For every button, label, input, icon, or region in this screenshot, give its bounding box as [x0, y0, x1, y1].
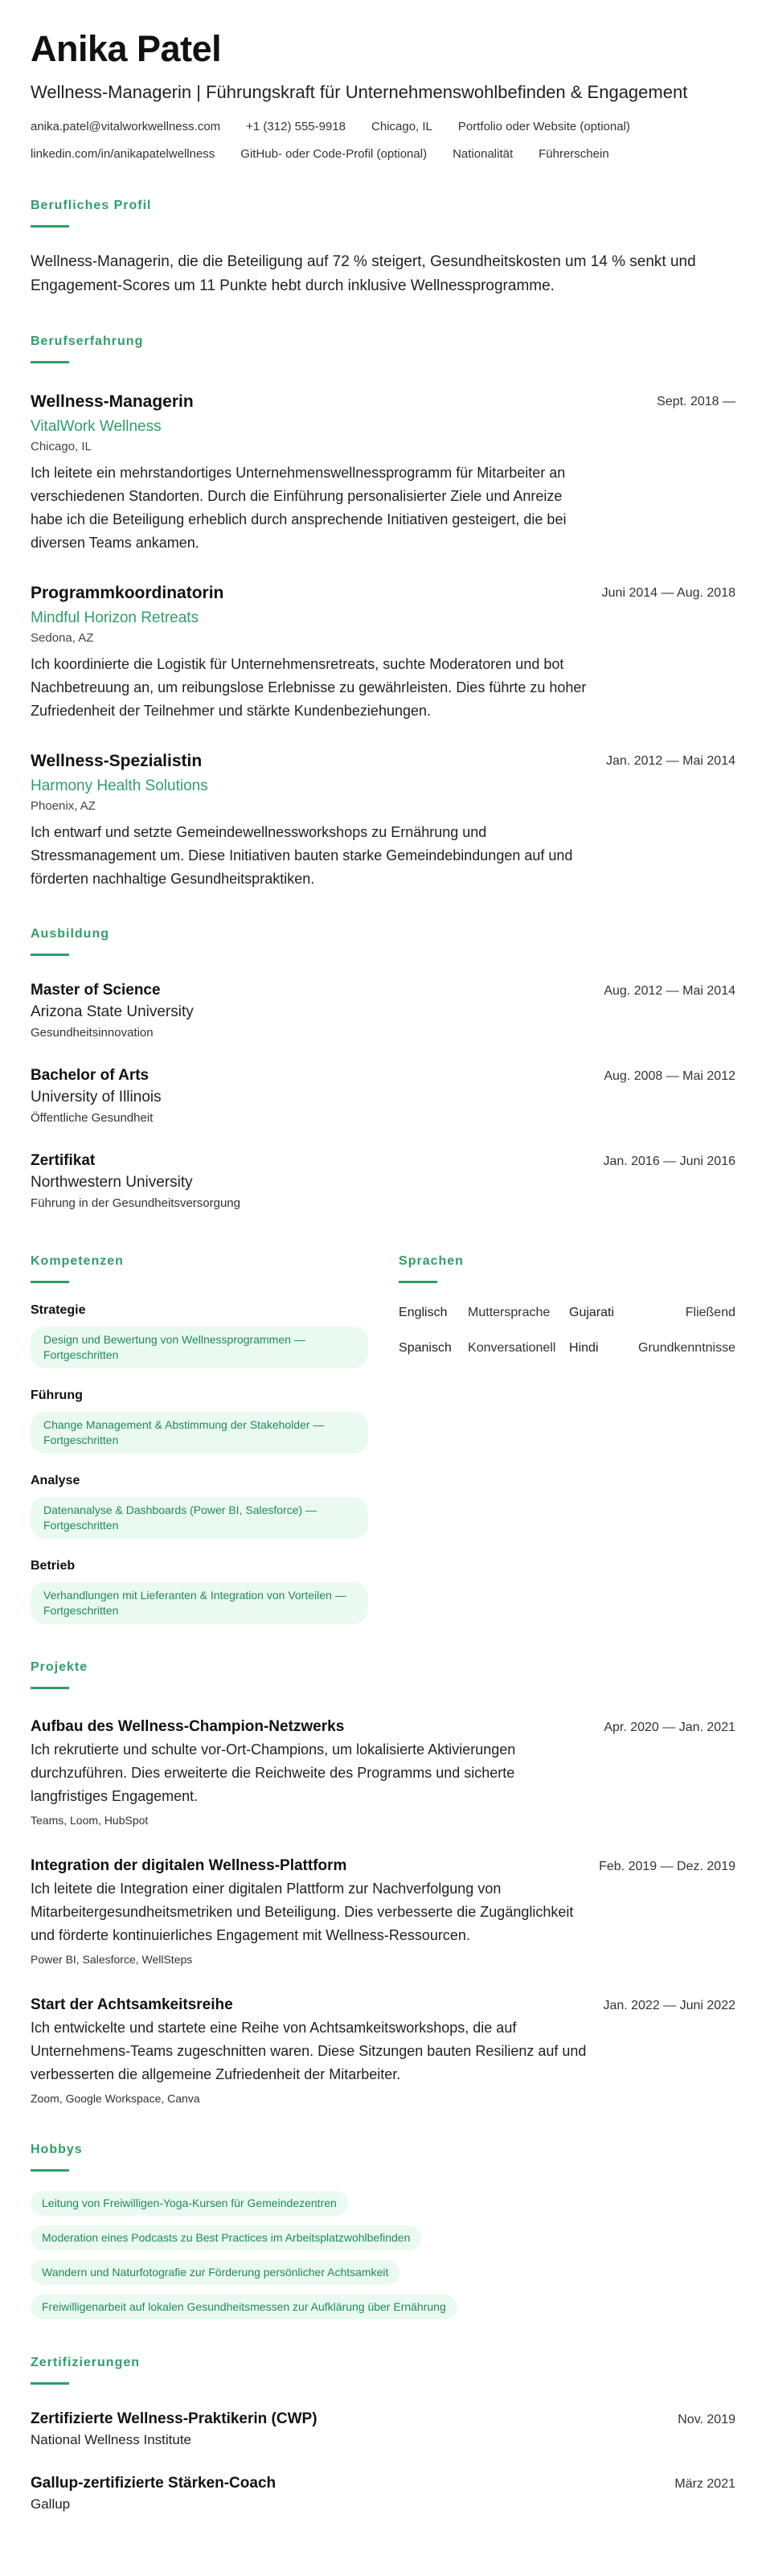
language-name: Gujarati [569, 1306, 615, 1319]
language-name: Englisch [399, 1306, 448, 1319]
field-of-study: Öffentliche Gesundheit [31, 1111, 154, 1125]
section-divider [31, 1687, 69, 1689]
hobby-chip: Leitung von Freiwilligen-Yoga-Kursen für Gemeindezentren [31, 2191, 348, 2216]
section-divider [31, 1281, 69, 1283]
section-title: Projekte [31, 1660, 88, 1674]
profile-section [31, 198, 735, 298]
section-title: Sprachen [399, 1254, 464, 1268]
certification-issuer: National Wellness Institute [31, 2432, 192, 2447]
job-date: Jan. 2012 — Mai 2014 [606, 754, 735, 768]
section-title: Kompetenzen [31, 1254, 124, 1268]
hobby-chip: Freiwilligenarbeit auf lokalen Gesundheitsmessen zur Aufklärung über Ernährung [31, 2295, 457, 2320]
contact-github[interactable]: GitHub- oder Code-Profil (optional) [240, 147, 428, 161]
job-location: Sedona, AZ [31, 631, 94, 645]
job-title: Wellness-Managerin [31, 392, 194, 411]
skill-group-label: Betrieb [31, 1559, 76, 1573]
school-name: University of Illinois [31, 1089, 162, 1105]
language-level: Muttersprache [468, 1306, 551, 1319]
project-description: Ich rekrutierte und schulte vor-Ort-Champions, um lokalisierte Aktivierungen durchzuführen. Dies erweiterte die Reichweite des Programms und sicherte langfristiges Engagement. [31, 1741, 516, 1804]
job-title: Programmkoordinatorin [31, 584, 224, 602]
candidate-headline: Wellness-Managerin | Führungskraft für Unternehmenswohlbefinden & Engagement [31, 82, 688, 102]
skill-group [31, 1388, 384, 1454]
section-title: Hobbys [31, 2143, 83, 2156]
hobby-chip: Moderation eines Podcasts zu Best Practices im Arbeitsplatzwohlbefinden [31, 2225, 421, 2250]
project-title: Aufbau des Wellness-Champion-Netzwerks [31, 1718, 345, 1735]
project-title: Integration der digitalen Wellness-Plattform [31, 1857, 347, 1874]
hobbies-section [31, 2142, 735, 2320]
language-level: Grundkenntnisse [638, 1341, 735, 1355]
company-name: Harmony Health Solutions [31, 777, 208, 794]
job-location: Phoenix, AZ [31, 799, 96, 813]
hobby-list [31, 2191, 735, 2320]
job-description: Ich entwarf und setzte Gemeindewellnessworkshops zu Ernährung und Stressmanagement um. Diese Initiativen bauten starke Gemeindebindungen auf und förderten nachhaltige Gesundheitspraktiken. [31, 824, 573, 887]
experience-entry [31, 391, 735, 555]
job-description: Ich leitete ein mehrstandortiges Unternehmenswellnessprogramm für Mitarbeiter an verschiedenen Standorten. Durch die Einführung personalisierter Ziele und Anreize habe ich die Beteiligung erheblich durch ansprechende Initiativen gesteigert, die bei diversen Teams ankamen. [31, 465, 567, 551]
job-description: Ich koordinierte die Logistik für Unternehmensretreats, suchte Moderatoren und bot Nachbetreuung an, um reibungslose Erlebnisse zu gewährleisten. Dies führte zu hoher Zufriedenheit der Teilnehmer und stärkte Kundenbeziehungen. [31, 656, 587, 719]
section-divider [31, 361, 69, 363]
section-title: Zertifizierungen [31, 2356, 141, 2369]
skill-chip: Change Management & Abstimmung der Stakeholder — Fortgeschritten [31, 1412, 368, 1454]
certification-entry [31, 2473, 735, 2513]
skill-chip: Verhandlungen mit Lieferanten & Integration von Vorteilen — Fortgeschritten [31, 1582, 368, 1624]
degree-title: Master of Science [31, 982, 161, 999]
project-entry [31, 1856, 735, 1967]
project-tools: Teams, Loom, HubSpot [31, 1814, 149, 1827]
company-name: VitalWork Wellness [31, 418, 162, 435]
skills-section [31, 1253, 384, 1624]
project-description: Ich leitete die Integration einer digitalen Plattform zur Nachverfolgung von Mitarbeitergesundheitsmetriken und Beteiligung. Dies verbesserte die Zugänglichkeit und förderte kontinuierliches Engagement mit Wellness-Ressourcen. [31, 1881, 574, 1943]
project-description: Ich entwickelte und startete eine Reihe von Achtsamkeitsworkshops, die auf Unternehmens-Teams zugeschnitten waren. Diese Sitzungen bauten Resilienz auf und verbesserten die allgemeine Zufriedenheit der Mitarbeiter. [31, 2020, 587, 2082]
contact-list [31, 119, 730, 162]
school-name: Arizona State University [31, 1003, 194, 1020]
school-name: Northwestern University [31, 1174, 193, 1191]
section-divider [31, 225, 69, 228]
job-date: Sept. 2018 — [657, 395, 735, 408]
resume-header [31, 27, 735, 162]
skills-languages-row [31, 1253, 735, 1624]
project-entry [31, 1717, 735, 1828]
degree-title: Bachelor of Arts [31, 1067, 150, 1084]
education-date: Aug. 2008 — Mai 2012 [604, 1069, 735, 1083]
skill-group [31, 1473, 384, 1539]
certifications-section [31, 2355, 735, 2513]
contact-location: Chicago, IL [371, 120, 432, 133]
section-divider [31, 954, 69, 956]
skill-group [31, 1558, 384, 1624]
certification-title: Gallup-zertifizierte Stärken-Coach [31, 2475, 276, 2492]
education-entry [31, 1151, 735, 1212]
job-date: Juni 2014 — Aug. 2018 [601, 586, 735, 600]
contact-email[interactable]: anika.patel@vitalworkwellness.com [31, 120, 221, 133]
field-of-study: Gesundheitsinnovation [31, 1026, 154, 1040]
education-entry [31, 980, 735, 1041]
language-name: Spanisch [399, 1341, 452, 1355]
degree-title: Zertifikat [31, 1152, 96, 1169]
profile-summary: Wellness-Managerin, die die Beteiligung auf 72 % steigert, Gesundheitskosten um 14 % senkt und Engagement-Scores um 11 Punkte hebt durch inklusive Wellnessprogramme. [31, 253, 696, 294]
project-date: Jan. 2022 — Juni 2022 [603, 1999, 735, 2012]
company-name: Mindful Horizon Retreats [31, 609, 199, 626]
certification-date: März 2021 [674, 2477, 735, 2491]
skill-group [31, 1302, 384, 1368]
section-title: Berufliches Profil [31, 199, 152, 212]
education-date: Jan. 2016 — Juni 2016 [603, 1155, 735, 1168]
skill-chip: Design und Bewertung von Wellnessprogrammen — Fortgeschritten [31, 1327, 368, 1368]
skill-group-label: Strategie [31, 1303, 86, 1317]
section-divider [31, 2382, 69, 2385]
project-entry [31, 1995, 735, 2106]
contact-portfolio[interactable]: Portfolio oder Website (optional) [457, 120, 630, 133]
field-of-study: Führung in der Gesundheitsversorgung [31, 1196, 240, 1210]
certification-issuer: Gallup [31, 2496, 71, 2512]
projects-section [31, 1659, 735, 2106]
section-title: Ausbildung [31, 927, 109, 941]
skill-chip: Datenanalyse & Dashboards (Power BI, Salesforce) — Fortgeschritten [31, 1497, 368, 1539]
candidate-name: Anika Patel [31, 28, 222, 69]
certification-title: Zertifizierte Wellness-Praktikerin (CWP) [31, 2410, 317, 2427]
contact-nationality: Nationalität [453, 147, 514, 161]
experience-entry [31, 582, 735, 723]
education-section [31, 926, 735, 1212]
hobby-chip: Wandern und Naturfotografie zur Förderung persönlicher Achtsamkeit [31, 2260, 399, 2285]
language-level: Fließend [685, 1306, 735, 1319]
certification-entry [31, 2409, 735, 2449]
project-tools: Zoom, Google Workspace, Canva [31, 2092, 200, 2105]
experience-entry [31, 750, 735, 891]
language-name: Hindi [569, 1341, 599, 1355]
contact-linkedin[interactable]: linkedin.com/in/anikapatelwellness [31, 147, 215, 161]
section-title: Berufserfahrung [31, 334, 144, 348]
contact-phone[interactable]: +1 (312) 555-9918 [246, 120, 346, 133]
languages-section [399, 1253, 735, 1624]
job-location: Chicago, IL [31, 440, 92, 453]
education-date: Aug. 2012 — Mai 2014 [604, 984, 735, 998]
project-date: Feb. 2019 — Dez. 2019 [599, 1860, 735, 1873]
skill-group-label: Analyse [31, 1474, 80, 1487]
education-entry [31, 1065, 735, 1126]
project-title: Start der Achtsamkeitsreihe [31, 1996, 233, 2013]
project-tools: Power BI, Salesforce, WellSteps [31, 1953, 193, 1966]
project-date: Apr. 2020 — Jan. 2021 [604, 1721, 735, 1734]
job-title: Wellness-Spezialistin [31, 752, 203, 770]
section-divider [31, 2169, 69, 2172]
language-list [399, 1306, 735, 1356]
skill-group-label: Führung [31, 1388, 83, 1402]
contact-license: Führerschein [539, 147, 609, 161]
section-divider [399, 1281, 437, 1283]
certification-date: Nov. 2019 [678, 2413, 735, 2426]
language-level: Konversationell [468, 1341, 556, 1355]
experience-section [31, 334, 735, 891]
